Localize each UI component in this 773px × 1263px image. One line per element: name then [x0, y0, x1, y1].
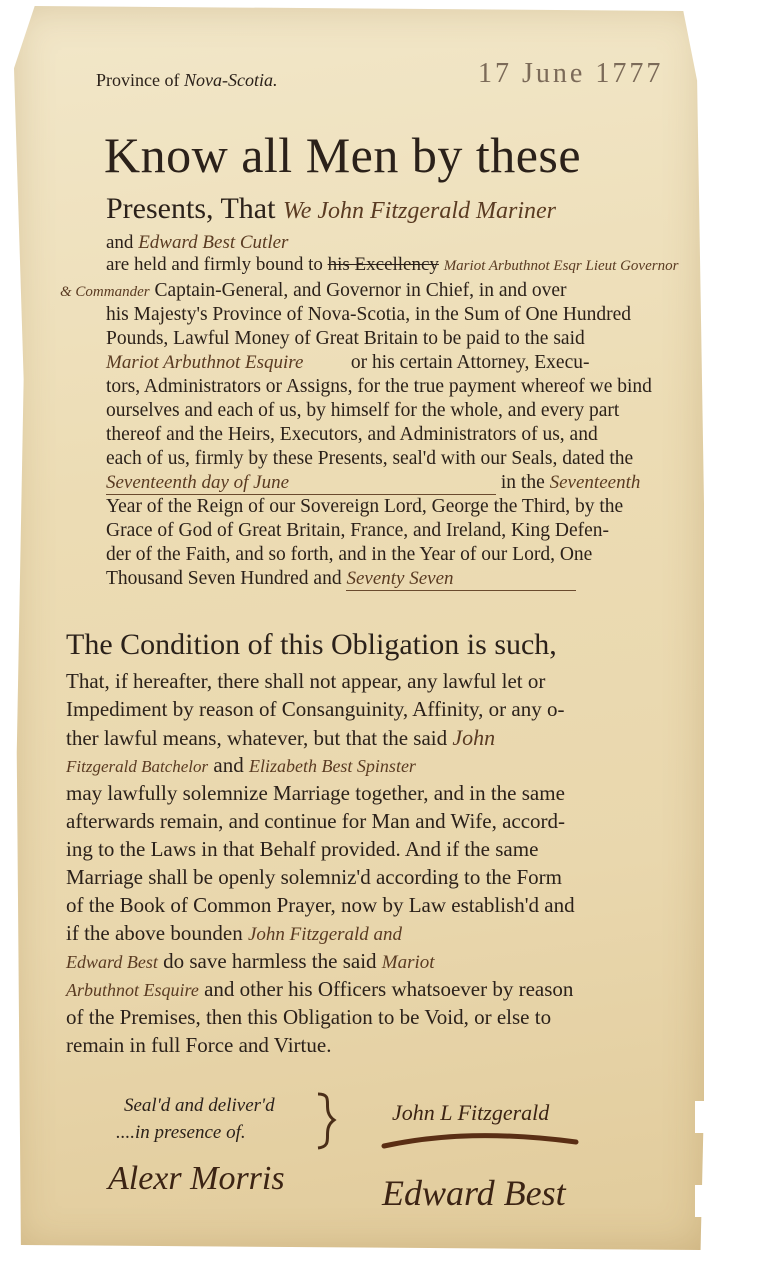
condition-line13: remain in full Force and Virtue.	[66, 1033, 332, 1057]
condition-line10-text: do save harmless the said	[163, 949, 377, 973]
bounden-text-2: Edward Best	[66, 952, 158, 972]
province-label: Province of	[96, 70, 184, 90]
bond-line-defender: der of the Faith, and so forth, and in the Year of our Lord, One	[106, 544, 593, 565]
bond-line-each: each of us, firmly by these Presents, seal'd with our Seals, dated the	[106, 448, 634, 469]
bond-line-thereof: thereof and the Heirs, Executors, and Administrators of us, and	[106, 424, 598, 445]
day-text: Seventeenth day of June	[106, 472, 496, 495]
province-name: Nova-Scotia.	[183, 70, 278, 90]
bond-title: Know all Men by these	[104, 127, 582, 183]
condition-line7: Marriage shall be openly solemniz'd according to the Form	[66, 865, 562, 889]
condition-line3	[66, 725, 495, 751]
bond-line-ourselves: ourselves and each of us, by himself for the whole, and every part	[106, 400, 620, 421]
groom-first: John	[452, 725, 496, 750]
in-the-text: in the	[500, 472, 545, 493]
payee-text: Mariot Arbuthnot Esquire	[106, 352, 304, 373]
condition-line5: afterwards remain, and continue for Man and Wife, accord-	[66, 809, 566, 833]
bounden-text: John Fitzgerald and	[247, 924, 403, 945]
signature-flourish	[380, 1128, 580, 1154]
bond-line-pounds: Pounds, Lawful Money of Great Britain to be paid to the said	[106, 328, 585, 349]
condition-line3-text: ther lawful means, whatever, but that the said	[66, 726, 448, 750]
attorney-text: or his certain Attorney, Execu-	[350, 352, 590, 373]
condition-line12: of the Premises, then this Obligation to be Void, or else to	[66, 1005, 552, 1029]
year-text: Seventy Seven	[346, 568, 576, 591]
bond-line-reign: Year of the Reign of our Sovereign Lord, George the Third, by the	[106, 496, 624, 517]
bond-line-grace: Grace of God of Great Britain, France, and Ireland, King Defen-	[106, 520, 610, 541]
condition-line6: ing to the Laws in that Behalf provided. And if the same	[66, 837, 539, 861]
condition-line1: That, if hereafter, there shall not appear, any lawful let or	[66, 669, 546, 693]
said-text-2: Arbuthnot Esquire	[66, 980, 199, 1000]
captain-text: Captain-General, and Governor in Chief, in and over	[154, 280, 567, 301]
seal-label-1: Seal'd and deliver'd	[124, 1095, 275, 1116]
said-text: Mariot	[381, 952, 435, 973]
condition-line9-text: if the above bounden	[66, 921, 243, 945]
seal-label-2: ....in presence of.	[116, 1122, 246, 1143]
bond-presents-line	[106, 192, 556, 226]
struck-text: his Excellency	[327, 254, 439, 275]
signer1-signature: John L Fitzgerald	[392, 1100, 550, 1125]
condition-line11	[66, 977, 573, 1002]
bride-name: Elizabeth Best Spinster	[248, 756, 416, 776]
handwritten-date: 17 June 1777	[478, 58, 664, 89]
brace-icon	[310, 1090, 344, 1152]
condition-groom-line	[66, 753, 416, 778]
condition-line4: may lawfully solemnize Marriage together, and in the same	[66, 781, 565, 805]
obligors-line1: We John Fitzgerald Mariner	[282, 198, 557, 224]
condition-line8: of the Book of Common Prayer, now by Law establish'd and	[66, 893, 575, 917]
mount-strip	[695, 1101, 765, 1133]
witness-signature: Alexr Morris	[108, 1160, 285, 1197]
condition-title: The Condition of this Obligation is such,	[66, 628, 557, 661]
groom-last: Fitzgerald Batchelor	[66, 757, 209, 776]
bond-line-majesty: his Majesty's Province of Nova-Scotia, in the Sum of One Hundred	[106, 304, 632, 325]
and-word: and	[106, 232, 134, 253]
obligors-line2: Edward Best Cutler	[138, 232, 289, 253]
signer2-signature: Edward Best	[382, 1173, 566, 1213]
regnal-year: Seventeenth	[549, 472, 641, 493]
bond-line-tors: tors, Administrators or Assigns, for the true payment whereof we bind	[106, 376, 652, 397]
bond-attorney-line	[106, 352, 589, 374]
presents-that: Presents, That	[106, 192, 276, 225]
condition-line2: Impediment by reason of Consanguinity, Affinity, or any o-	[66, 697, 565, 721]
bond-thousand-line	[106, 568, 576, 591]
commander-text: & Commander	[60, 284, 150, 300]
province-heading	[96, 70, 277, 91]
thousand-text: Thousand Seven Hundred and	[106, 568, 342, 589]
bond-captain-line	[60, 280, 567, 302]
bond-day-line	[106, 472, 640, 495]
obligee-title: Mariot Arbuthnot Esqr Lieut Governor	[443, 258, 679, 274]
bond-and-line	[106, 232, 288, 254]
bond-held-line	[106, 254, 678, 276]
condition-line11-text: and other his Officers whatsoever by reason	[204, 977, 574, 1001]
and-text: and	[213, 753, 244, 777]
condition-line9	[66, 921, 402, 946]
mount-strip	[695, 1185, 765, 1217]
condition-line10	[66, 949, 435, 974]
held-text: are held and firmly bound to	[106, 254, 323, 275]
